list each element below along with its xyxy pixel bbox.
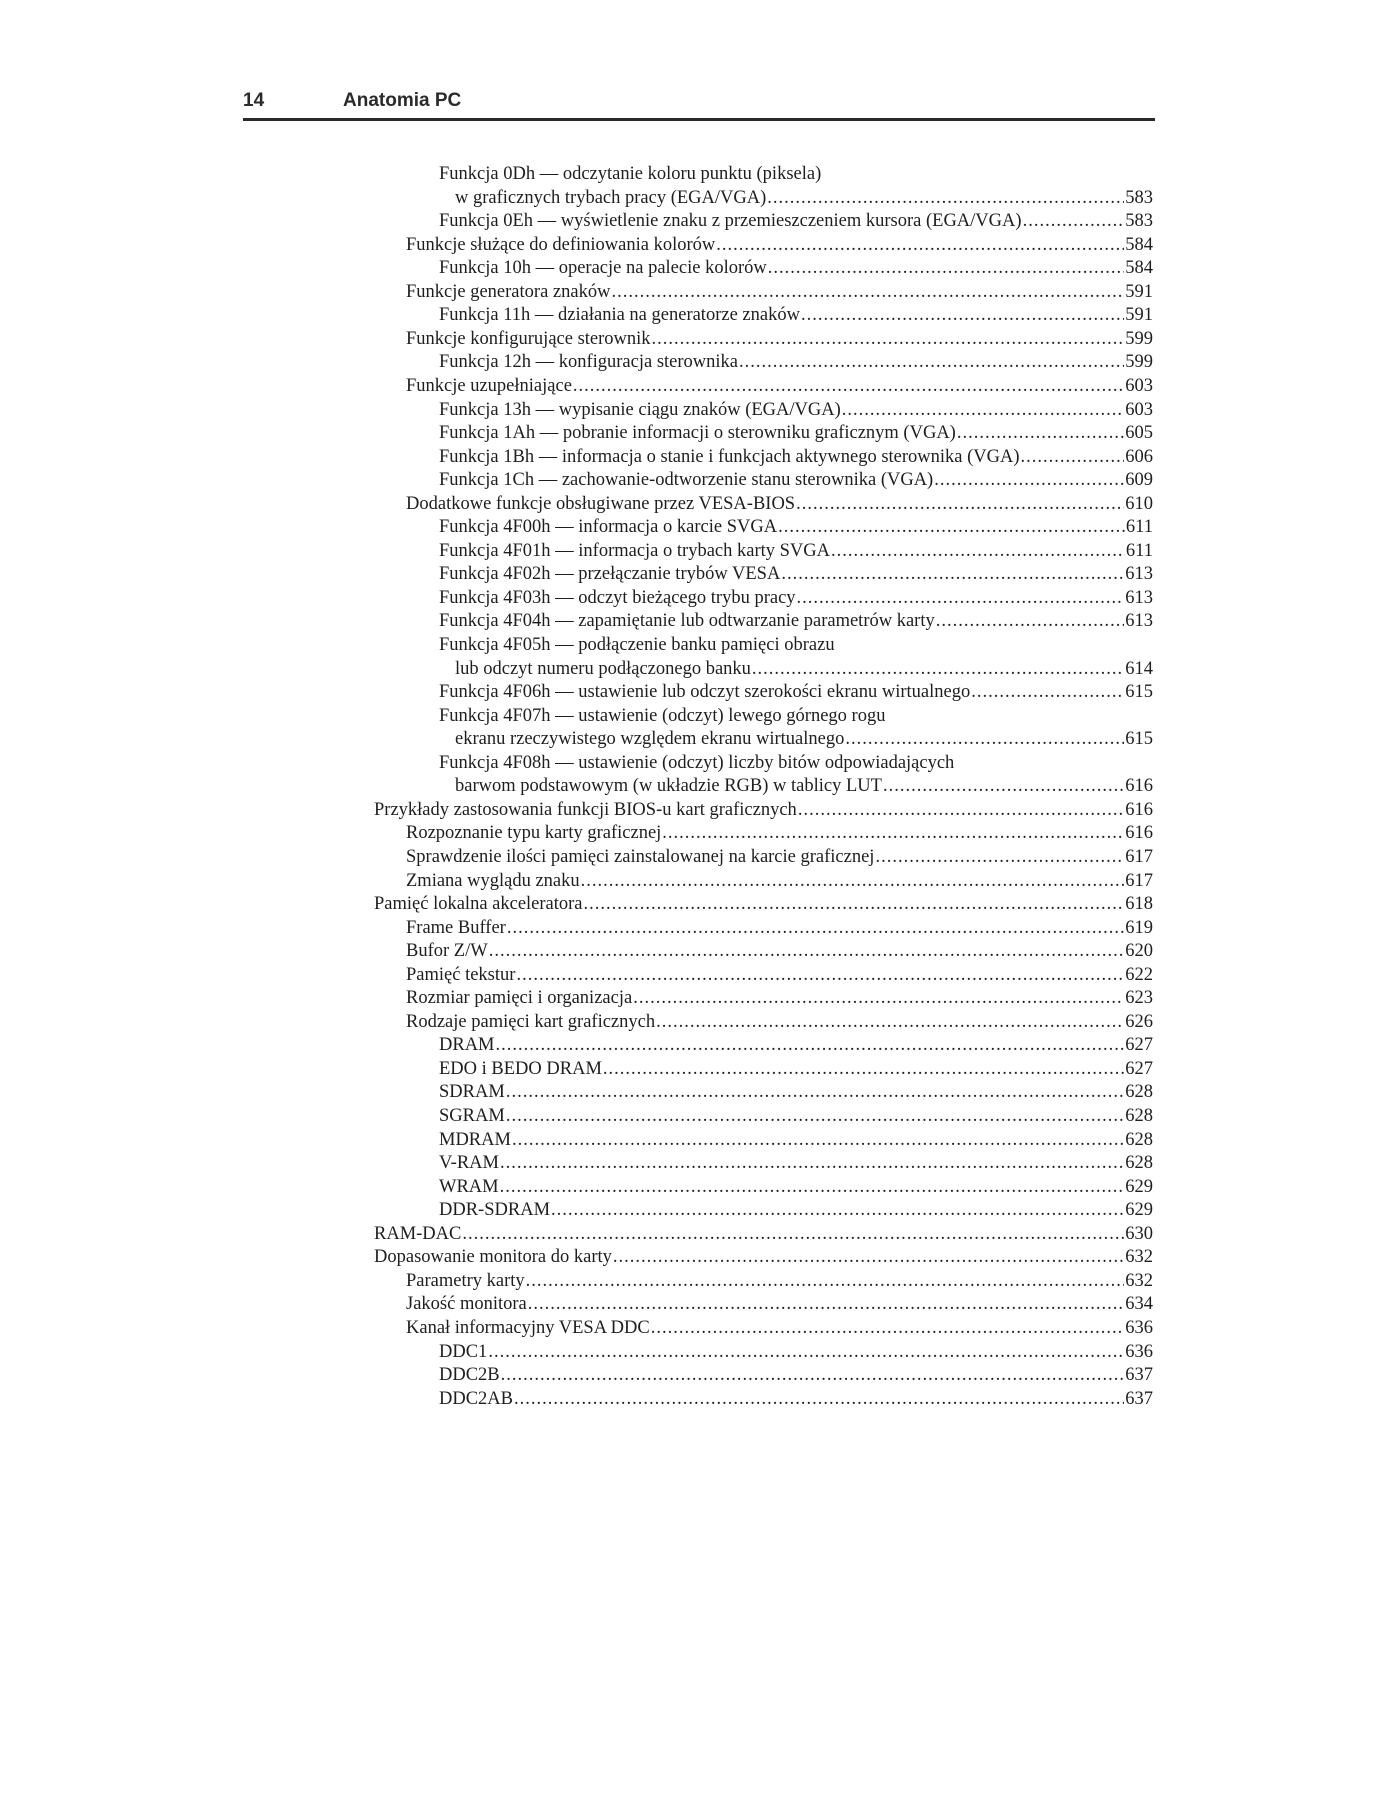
toc-entry-title: RAM-DAC bbox=[374, 1223, 462, 1244]
toc-entry-title: Funkcja 4F00h — informacja o karcie SVGA bbox=[439, 517, 778, 538]
toc-entry bbox=[439, 1364, 1153, 1387]
toc-entry bbox=[439, 1152, 1153, 1175]
toc-entry-page: 611 bbox=[1125, 517, 1153, 538]
toc-entry-title: Jakość monitora bbox=[406, 1294, 527, 1315]
dot-leader bbox=[957, 422, 1124, 445]
dot-leader bbox=[581, 870, 1125, 893]
toc-entry bbox=[439, 1199, 1153, 1222]
toc-entry-title: MDRAM bbox=[439, 1129, 511, 1150]
dot-leader bbox=[500, 1176, 1125, 1199]
toc-entry-title: Sprawdzenie ilości pamięci zainstalowanej na karcie graficznej bbox=[406, 846, 875, 867]
toc-entry-title: Parametry karty bbox=[406, 1270, 525, 1291]
toc-entry bbox=[439, 681, 1153, 704]
toc-entry-page: 615 bbox=[1125, 729, 1153, 750]
toc-entry-page: 615 bbox=[1125, 682, 1153, 703]
toc-entry bbox=[374, 799, 1153, 822]
toc-entry-title: Pamięć tekstur bbox=[406, 964, 516, 985]
dot-leader bbox=[1023, 210, 1125, 233]
toc-entry-page: 626 bbox=[1125, 1011, 1153, 1032]
toc-entry-title: WRAM bbox=[439, 1176, 499, 1197]
toc-entry-title: Funkcje generatora znaków bbox=[406, 281, 611, 302]
toc-entry bbox=[455, 775, 1153, 798]
toc-entry-title: V-RAM bbox=[439, 1153, 499, 1174]
toc-entry-title: barwom podstawowym (w układzie RGB) w tablicy LUT bbox=[455, 776, 882, 797]
toc-entry-title: Funkcje konfigurujące sterownik bbox=[406, 328, 651, 349]
toc-entry-page: 584 bbox=[1125, 234, 1153, 255]
toc-entry bbox=[374, 1246, 1153, 1269]
toc-entry-page: 609 bbox=[1125, 470, 1153, 491]
toc-entry-title: EDO i BEDO DRAM bbox=[439, 1058, 602, 1079]
dot-leader bbox=[462, 1223, 1124, 1246]
toc-entry-title: Funkcja 4F05h — podłączenie banku pamięci obrazu bbox=[439, 635, 835, 655]
toc-entry bbox=[406, 281, 1153, 304]
toc-entry bbox=[455, 658, 1153, 681]
dot-leader bbox=[651, 1317, 1125, 1340]
dot-leader bbox=[500, 1152, 1124, 1175]
dot-leader bbox=[875, 846, 1124, 869]
toc-entry-title: Frame Buffer bbox=[406, 917, 506, 938]
toc-entry-title: Funkcja 13h — wypisanie ciągu znaków (EGA/VGA) bbox=[439, 399, 841, 420]
toc-entry bbox=[439, 163, 1153, 186]
toc-entry bbox=[439, 516, 1153, 539]
toc-entry-title: Funkcja 0Dh — odczytanie koloru punktu (piksela) bbox=[439, 164, 822, 184]
dot-leader bbox=[934, 469, 1124, 492]
toc-entry bbox=[406, 234, 1153, 257]
toc-entry bbox=[439, 422, 1153, 445]
toc-entry-title: Funkcja 11h — działania na generatorze znaków bbox=[439, 305, 800, 326]
toc-entry-title: DDC1 bbox=[439, 1341, 488, 1362]
toc-entry bbox=[439, 399, 1153, 422]
toc-entry-page: 628 bbox=[1125, 1106, 1153, 1126]
toc-entry-page: 619 bbox=[1125, 917, 1153, 938]
toc-entry-page: 591 bbox=[1125, 305, 1153, 326]
dot-leader bbox=[633, 987, 1124, 1010]
page-number: 14 bbox=[243, 90, 265, 111]
toc-entry bbox=[439, 563, 1153, 586]
toc-entry-page: 613 bbox=[1125, 587, 1153, 608]
toc-entry-title: Dopasowanie monitora do karty bbox=[374, 1247, 612, 1268]
toc-entry-title: Kanał informacyjny VESA DDC bbox=[406, 1317, 650, 1338]
dot-leader bbox=[716, 234, 1124, 257]
toc-entry-page: 629 bbox=[1125, 1176, 1153, 1197]
toc-entry-page: 618 bbox=[1125, 894, 1153, 915]
toc-entry-title: Rodzaje pamięci kart graficznych bbox=[406, 1011, 656, 1032]
dot-leader bbox=[506, 1081, 1124, 1104]
toc-entry-page: 603 bbox=[1125, 375, 1153, 396]
dot-leader bbox=[613, 1246, 1124, 1269]
toc-entry-page: 606 bbox=[1125, 446, 1153, 467]
toc-entry-title: Bufor Z/W bbox=[406, 941, 488, 962]
toc-entry bbox=[439, 446, 1153, 469]
toc-entry-page: 584 bbox=[1125, 258, 1153, 279]
dot-leader bbox=[752, 658, 1124, 681]
toc-entry-page: 616 bbox=[1125, 776, 1153, 797]
toc-entry-page: 637 bbox=[1125, 1388, 1153, 1409]
toc-entry bbox=[439, 1105, 1153, 1128]
dot-leader bbox=[831, 540, 1125, 563]
dot-leader bbox=[584, 893, 1125, 916]
toc-entry-title: Funkcje służące do definiowania kolorów bbox=[406, 234, 716, 255]
toc-entry bbox=[374, 893, 1153, 916]
toc-entry bbox=[406, 964, 1153, 987]
toc-entry bbox=[406, 493, 1153, 516]
dot-leader bbox=[528, 1293, 1125, 1316]
dot-leader bbox=[526, 1270, 1125, 1293]
dot-leader bbox=[971, 681, 1124, 704]
toc-entry-page: 616 bbox=[1125, 799, 1153, 820]
toc-entry-page: 617 bbox=[1125, 846, 1153, 867]
toc-entry bbox=[406, 1317, 1153, 1340]
toc-entry-page: 613 bbox=[1125, 611, 1153, 632]
dot-leader bbox=[778, 516, 1125, 539]
toc-entry bbox=[455, 187, 1153, 210]
dot-leader bbox=[801, 304, 1124, 327]
toc-entry-page: 613 bbox=[1125, 564, 1153, 585]
toc-entry-title: lub odczyt numeru podłączonego banku bbox=[455, 658, 751, 679]
toc-entry bbox=[439, 469, 1153, 492]
toc-entry-page: 623 bbox=[1125, 988, 1153, 1009]
toc-entry-title: Funkcja 1Ah — pobranie informacji o sterowniku graficznym (VGA) bbox=[439, 423, 956, 444]
toc-entry bbox=[406, 375, 1153, 398]
toc-entry-title: DDC2AB bbox=[439, 1388, 514, 1409]
toc-entry bbox=[406, 870, 1153, 893]
toc-entry-title: Funkcja 12h — konfiguracja sterownika bbox=[439, 352, 739, 373]
toc-entry-page: 636 bbox=[1125, 1317, 1153, 1338]
toc-entry-page: 637 bbox=[1125, 1365, 1153, 1386]
dot-leader bbox=[506, 1105, 1124, 1128]
toc-entry-title: Funkcja 4F03h — odczyt bieżącego trybu pracy bbox=[439, 587, 796, 608]
toc-entry-page: 629 bbox=[1125, 1200, 1153, 1221]
dot-leader bbox=[798, 799, 1124, 822]
toc-entry bbox=[439, 1129, 1153, 1152]
toc-entry-page: 599 bbox=[1125, 328, 1153, 349]
toc-entry-title: Dodatkowe funkcje obsługiwane przez VESA-BIOS bbox=[406, 493, 796, 514]
toc-entry bbox=[406, 328, 1153, 351]
dot-leader bbox=[551, 1199, 1124, 1222]
toc-entry bbox=[406, 940, 1153, 963]
toc-entry bbox=[439, 351, 1153, 374]
toc-entry bbox=[374, 1223, 1153, 1246]
toc-entry bbox=[439, 1388, 1153, 1411]
toc-entry bbox=[439, 1341, 1153, 1364]
dot-leader bbox=[488, 1341, 1124, 1364]
toc-entry-page: 632 bbox=[1125, 1270, 1153, 1291]
dot-leader bbox=[883, 775, 1124, 798]
toc-entry-page: 634 bbox=[1125, 1294, 1153, 1315]
toc-entry bbox=[406, 917, 1153, 940]
toc-entry-title: Funkcja 1Ch — zachowanie-odtworzenie stanu sterownika (VGA) bbox=[439, 470, 934, 491]
toc-entry-page: 611 bbox=[1125, 540, 1153, 561]
toc-entry-page: 627 bbox=[1125, 1035, 1153, 1056]
dot-leader bbox=[507, 917, 1124, 940]
toc-entry bbox=[406, 846, 1153, 869]
toc-entry-title: Funkcja 4F08h — ustawienie (odczyt) liczby bitów odpowiadających bbox=[439, 752, 955, 773]
toc-entry bbox=[439, 1058, 1153, 1081]
dot-leader bbox=[767, 187, 1124, 210]
dot-leader bbox=[768, 257, 1125, 280]
toc-entry-page: 632 bbox=[1125, 1247, 1153, 1268]
dot-leader bbox=[573, 375, 1124, 398]
toc-entry-page: 610 bbox=[1125, 493, 1153, 514]
toc-entry bbox=[439, 752, 1153, 775]
toc-entry-page: 627 bbox=[1125, 1058, 1153, 1079]
toc-entry-title: Funkcja 4F06h — ustawienie lub odczyt szerokości ekranu wirtualnego bbox=[439, 682, 971, 703]
toc-entry-page: 622 bbox=[1125, 964, 1153, 985]
book-title: Anatomia PC bbox=[343, 90, 462, 111]
header-rule bbox=[243, 118, 1155, 121]
dot-leader bbox=[489, 940, 1125, 963]
toc-entry bbox=[439, 540, 1153, 563]
dot-leader bbox=[842, 399, 1124, 422]
toc-entry-page: 583 bbox=[1125, 187, 1153, 208]
dot-leader bbox=[739, 351, 1124, 374]
toc-entry-title: Funkcja 0Eh — wyświetlenie znaku z przemieszczeniem kursora (EGA/VGA) bbox=[439, 211, 1022, 232]
toc-entry-title: Rozmiar pamięci i organizacja bbox=[406, 988, 633, 1009]
toc-entry bbox=[439, 587, 1153, 610]
dot-leader bbox=[516, 964, 1124, 987]
toc-entry-title: Pamięć lokalna akceleratora bbox=[374, 894, 583, 915]
toc-entry-title: DDC2B bbox=[439, 1365, 500, 1386]
toc-entry-title: SDRAM bbox=[439, 1082, 505, 1103]
toc-entry-title: Funkcja 4F01h — informacja o trybach karty SVGA bbox=[439, 540, 830, 561]
toc-entry-title: Funkcja 1Bh — informacja o stanie i funkcjach aktywnego sterownika (VGA) bbox=[439, 446, 1020, 467]
dot-leader bbox=[845, 728, 1124, 751]
dot-leader bbox=[603, 1058, 1124, 1081]
running-head bbox=[243, 88, 1155, 118]
toc-entry-title: w graficznych trybach pracy (EGA/VGA) bbox=[455, 187, 767, 208]
toc-entry bbox=[439, 210, 1153, 233]
toc-entry-title: Zmiana wyglądu znaku bbox=[406, 870, 580, 891]
toc-entry bbox=[439, 1176, 1153, 1199]
toc-entry-page: 620 bbox=[1125, 941, 1153, 962]
toc-entry-page: 583 bbox=[1125, 211, 1153, 232]
toc-entry-page: 630 bbox=[1125, 1223, 1153, 1244]
dot-leader bbox=[512, 1129, 1124, 1152]
toc-entry-title: Funkcja 4F04h — zapamiętanie lub odtwarzanie parametrów karty bbox=[439, 611, 935, 632]
toc-entry bbox=[406, 1270, 1153, 1293]
toc-entry-title: Funkcje uzupełniające bbox=[406, 375, 572, 396]
toc-entry-page: 591 bbox=[1125, 281, 1153, 302]
toc-entry bbox=[439, 257, 1153, 280]
toc-entry-page: 628 bbox=[1125, 1082, 1153, 1103]
toc-entry bbox=[406, 1011, 1153, 1034]
toc-entry-page: 605 bbox=[1125, 423, 1153, 444]
dot-leader bbox=[662, 822, 1124, 845]
dot-leader bbox=[496, 1034, 1125, 1057]
toc-entry-title: Przykłady zastosowania funkcji BIOS-u kart graficznych bbox=[374, 799, 797, 820]
toc-entry-page: 616 bbox=[1125, 823, 1153, 844]
toc-entry bbox=[406, 1293, 1153, 1316]
toc-entry-page: 628 bbox=[1125, 1153, 1153, 1174]
toc-entry bbox=[439, 705, 1153, 728]
toc-entry-page: 599 bbox=[1125, 352, 1153, 373]
dot-leader bbox=[797, 587, 1125, 610]
dot-leader bbox=[781, 563, 1124, 586]
dot-leader bbox=[936, 610, 1125, 633]
toc-entry-page: 603 bbox=[1125, 399, 1153, 420]
toc-entry bbox=[439, 304, 1153, 327]
dot-leader bbox=[501, 1364, 1125, 1387]
toc-entry-title: Rozpoznanie typu karty graficznej bbox=[406, 823, 662, 844]
toc-entry bbox=[439, 610, 1153, 633]
dot-leader bbox=[796, 493, 1124, 516]
toc-entry-page: 614 bbox=[1125, 658, 1153, 679]
toc-entry-title: Funkcja 10h — operacje na palecie kolorów bbox=[439, 258, 767, 279]
toc-entry-page: 628 bbox=[1125, 1129, 1153, 1150]
toc-entry-title: SGRAM bbox=[439, 1106, 505, 1126]
toc-entry-page: 636 bbox=[1125, 1341, 1153, 1362]
toc-entry-title: DDR-SDRAM bbox=[439, 1200, 551, 1221]
toc-entry bbox=[455, 728, 1153, 751]
dot-leader bbox=[1021, 446, 1125, 469]
toc-entry-title: DRAM bbox=[439, 1035, 495, 1056]
toc-entry-page: 617 bbox=[1125, 870, 1153, 891]
toc-entry bbox=[406, 822, 1153, 845]
dot-leader bbox=[652, 328, 1125, 351]
toc-entry bbox=[439, 1081, 1153, 1104]
dot-leader bbox=[656, 1011, 1124, 1034]
toc-entry-title: Funkcja 4F07h — ustawienie (odczyt) lewego górnego rogu bbox=[439, 705, 886, 726]
toc-entry bbox=[439, 1034, 1153, 1057]
toc-entry-title: Funkcja 4F02h — przełączanie trybów VESA bbox=[439, 564, 781, 585]
dot-leader bbox=[611, 281, 1124, 304]
dot-leader bbox=[514, 1388, 1124, 1411]
toc-entry-title: ekranu rzeczywistego względem ekranu wirtualnego bbox=[455, 729, 845, 750]
toc-entry bbox=[406, 987, 1153, 1010]
toc-entry bbox=[439, 634, 1153, 657]
